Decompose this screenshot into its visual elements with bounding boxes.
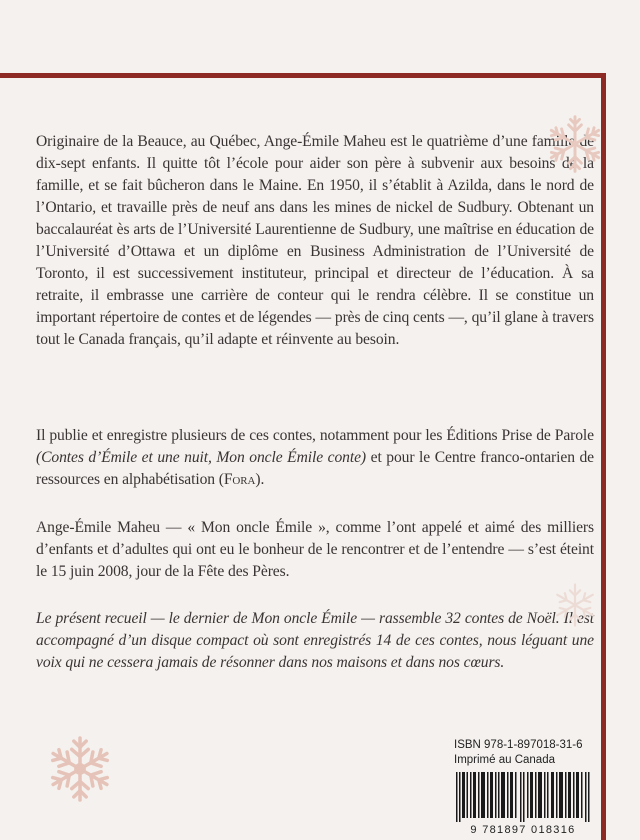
publications-text-middle: et pour le Centre franco-ontarien de ressources en alphabétisation ( xyxy=(36,449,595,488)
isbn-number: ISBN 978-1-897018-31-6 xyxy=(454,739,583,751)
biography-paragraph xyxy=(36,131,594,351)
top-accent-rule xyxy=(0,73,606,78)
barcode-digits: 9 781897 018316 xyxy=(470,824,576,836)
barcode-icon xyxy=(454,772,594,822)
biography-text: Originaire de la Beauce, au Québec, Ange-Émile Maheu est le quatrième d’une famille de dix-sept enfants. Il quitte tôt l’école pour aider son père à subvenir aux besoins de la famille, et se fait bûcheron dans le Maine. En 1950, il s’établit à Azilda, dans le nord de l’Ontario, et travaille près de neuf ans dans les mines de nickel de Sudbury. Obtenant un baccalauréat ès arts de l’Université Laurentienne de Sudbury, une maîtrise en éducation de l’Université d’Ottawa et un diplôme en Business Administration de l’Université de Toronto, il est successivement instituteur, principal et directeur de l’éducation. À sa retraite, il embrasse une carrière de conteur qui le rendra célèbre. Il se constitue un important répertoire de contes et de légendes — près de cinq cents —, qu’il glane à travers tout le Canada français, qu’il adapte et réinvente au besoin. xyxy=(36,133,594,348)
tribute-text: Ange-Émile Maheu — « Mon oncle Émile », comme l’ont appelé et aimé des milliers d’enfants et d’adultes qui ont eu le bonheur de le rencontrer et de l’entendre — s’est éteint le 15 juin 2008, jour de la Fête des Pères. xyxy=(36,519,594,580)
printed-in-label: Imprimé au Canada xyxy=(454,754,555,766)
publications-text-start: Il publie et enregistre plusieurs de ces contes, notamment pour les Éditions Prise de Parole xyxy=(36,427,594,444)
snowflake-icon xyxy=(49,733,111,805)
publications-titles: (Contes d’Émile et une nuit, Mon oncle Émile conte) xyxy=(36,449,367,466)
collection-summary-paragraph xyxy=(36,608,594,674)
tribute-paragraph xyxy=(36,517,594,583)
fora-acronym: Fora xyxy=(223,471,256,488)
isbn-barcode-block xyxy=(448,738,600,840)
publications-text-end: ). xyxy=(255,471,265,488)
publications-paragraph xyxy=(36,425,594,491)
snowflake-icon xyxy=(553,580,597,630)
collection-summary-text: Le présent recueil — le dernier de Mon oncle Émile — rassemble 32 contes de Noël. Il est accompagné d’un disque compact où sont enregistrés 14 de ces contes, nous léguant une voix qui ne cessera jamais de résonner dans nos maisons et dans nos cœurs. xyxy=(36,610,594,671)
publications-text xyxy=(36,425,594,491)
right-accent-rule xyxy=(601,73,606,840)
snowflake-icon xyxy=(547,113,603,175)
